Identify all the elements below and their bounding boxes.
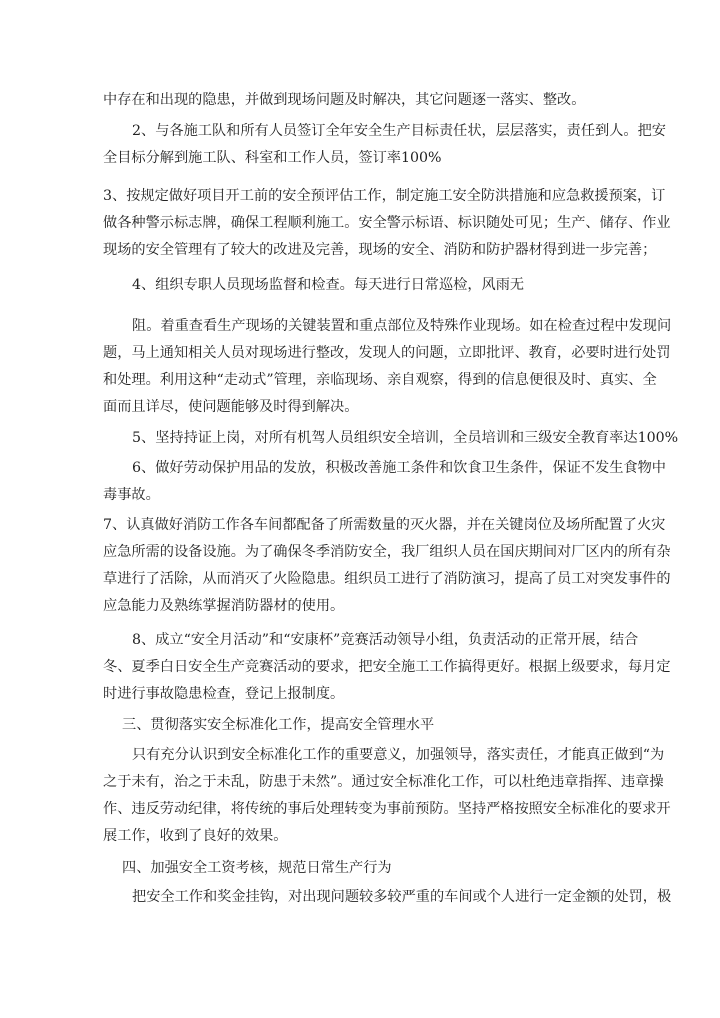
text-line: 5、坚持持证上岗，对所有机驾人员组织安全培训，全员培训和三级安全教育率达100% <box>132 430 679 446</box>
section-heading: 三、贯彻落实安全标准化工作，提高安全管理水平 <box>122 717 435 733</box>
text-line: 之于未有，治之于未乱，防患于未然”。通过安全标准化工作，可以杜绝违章指挥、违章操 <box>103 774 664 790</box>
text-line: 冬、夏季白日安全生产竞赛活动的要求，把安全施工工作搞得更好。根据上级要求，每月定 <box>103 659 671 675</box>
text-line: 草进行了活除，从而消灭了火险隐患。组织员工进行了消防演习，提高了员工对突发事件的 <box>103 571 671 587</box>
text-line: 时进行事故隐患检查，登记上报制度。 <box>103 686 345 702</box>
text-line: 只有充分认识到安全标准化工作的重要意义，加强领导，落实责任，才能真正做到“为 <box>132 747 665 763</box>
text-line: 7、认真做好消防工作各车间都配备了所需数量的灭火器，并在关键岗位及场所配置了火灾 <box>103 517 666 533</box>
text-line: 全目标分解到施工队、科室和工作人员，签订率100% <box>103 150 442 166</box>
text-line: 阻。着重查看生产现场的关键装置和重点部位及特殊作业现场。如在检查过程中发现问 <box>132 318 672 334</box>
text-line: 和处理。利用这种“走动式”管理，亲临现场、亲自观察，得到的信息便很及时、真实、全 <box>103 372 657 388</box>
text-line: 作、违反劳动纪律，将传统的事后处理转变为事前预防。坚持严格按照安全标准化的要求开 <box>103 801 671 817</box>
text-line: 中存在和出现的隐患，并做到现场问题及时解决，其它问题逐一落实、整改。 <box>103 92 586 108</box>
text-line: 2、与各施工队和所有人员签订全年安全生产目标责任状，层层落实，责任到人。把安 <box>132 123 666 139</box>
text-line: 做各种警示标志牌，确保工程顺利施工。安全警示标语、标识随处可见；生产、储存、作业 <box>103 215 671 231</box>
text-line: 3、按规定做好项目开工前的安全预评估工作，制定施工安全防洪措施和应急救援预案，订 <box>103 188 666 204</box>
text-line: 把安全工作和奖金挂钩，对出现问题较多较严重的车间或个人进行一定金额的处罚，极 <box>132 889 672 905</box>
text-line: 毒事故。 <box>103 487 160 503</box>
text-line: 现场的安全管理有了较大的改进及完善，现场的安全、消防和防护器材得到进一步完善； <box>103 242 657 258</box>
text-line: 展工作，收到了良好的效果。 <box>103 828 288 844</box>
text-line: 4、组织专职人员现场监督和检查。每天进行日常巡检，风雨无 <box>132 277 525 293</box>
text-line: 8、成立“安全月活动”和“安康杯”竞赛活动领导小组，负责活动的正常开展，结合 <box>132 632 639 648</box>
text-line: 6、做好劳动保护用品的发放，积极改善施工条件和饮食卫生条件，保证不发生食物中 <box>132 460 666 476</box>
section-heading: 四、加强安全工资考核，规范日常生产行为 <box>122 860 392 876</box>
text-line: 应急所需的设备设施。为了确保冬季消防安全，我厂组织人员在国庆期间对厂区内的所有杂 <box>103 544 671 560</box>
text-line: 题，马上通知相关人员对现场进行整改，发现人的问题，立即批评、教育，必要时进行处罚 <box>103 345 671 361</box>
text-line: 应急能力及熟练掌握消防器材的使用。 <box>103 598 345 614</box>
text-line: 面而且详尽，使问题能够及时得到解决。 <box>103 399 359 415</box>
